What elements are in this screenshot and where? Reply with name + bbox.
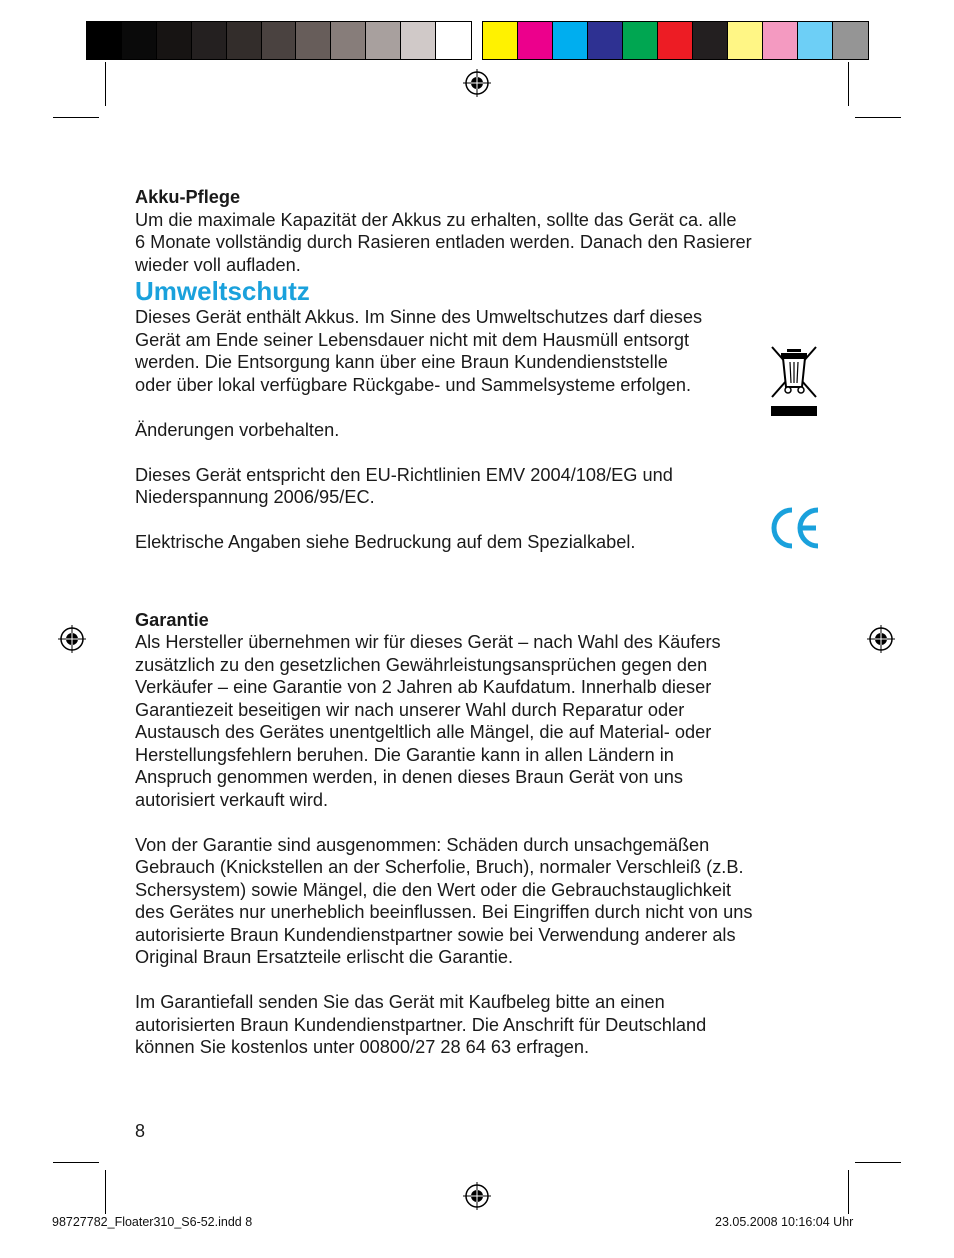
electric-note: Elektrische Angaben siehe Bedruckung auf dem Spezialkabel. <box>135 532 636 552</box>
garantie-heading: Garantie <box>135 609 209 630</box>
color-swatch <box>588 22 623 59</box>
garantie-line: Garantiezeit beseitigen wir nach unserer Wahl durch Reparatur oder <box>135 699 685 720</box>
crop-mark <box>848 1170 849 1214</box>
crop-mark <box>855 117 901 118</box>
garantie-line: Austausch des Gerätes unentgeltlich alle Mängel, die auf Material- oder <box>135 722 712 742</box>
crop-mark <box>53 117 99 118</box>
color-swatch <box>763 22 798 59</box>
color-swatch <box>366 22 401 59</box>
crop-mark <box>855 1162 901 1163</box>
color-swatch <box>87 22 122 59</box>
color-swatch <box>623 22 658 59</box>
process-color-bar <box>482 21 869 60</box>
page-content <box>135 186 825 1059</box>
color-swatch <box>192 22 227 59</box>
crop-mark <box>105 62 106 106</box>
umwelt-line: werden. Die Entsorgung kann über eine Braun Kundendienststelle <box>135 352 668 372</box>
umwelt-paragraph <box>135 306 767 396</box>
color-swatch <box>833 22 868 59</box>
eu-line: Niederspannung 2006/95/EC. <box>135 487 375 507</box>
garantie-line: autorisierten Braun Kundendienstpartner. Die Anschrift für Deutschland <box>135 1014 707 1035</box>
garantie-line: autorisiert verkauft wird. <box>135 789 329 810</box>
color-swatch <box>122 22 157 59</box>
color-swatch <box>401 22 436 59</box>
gray-scale-color-bar <box>86 21 472 60</box>
color-swatch <box>693 22 728 59</box>
color-swatch <box>157 22 192 59</box>
akku-line: wieder voll aufladen. <box>135 254 301 275</box>
registration-mark-icon <box>58 625 86 653</box>
garantie-line: Anspruch genommen werden, in denen dieses Braun Gerät von uns <box>135 767 683 787</box>
garantie-line: Als Hersteller übernehmen wir für dieses Gerät – nach Wahl des Käufers <box>135 632 721 652</box>
garantie-line: Verkäufer – eine Garantie von 2 Jahren ab Kaufdatum. Innerhalb dieser <box>135 677 712 697</box>
garantie-line: können Sie kostenlos unter 00800/27 28 64 63 erfragen. <box>135 1037 590 1057</box>
registration-mark-icon <box>867 625 895 653</box>
slug-file: 98727782_Floater310_S6-52.indd 8 <box>52 1215 253 1229</box>
garantie-line: Schersystem) sowie Mängel, die den Wert oder die Gebrauchstauglichkeit <box>135 879 732 900</box>
crop-mark <box>53 1162 99 1163</box>
akku-line: Um die maximale Kapazität der Akkus zu erhalten, sollte das Gerät ca. alle <box>135 209 737 230</box>
color-swatch <box>553 22 588 59</box>
garantie-line: zusätzlich zu den gesetzlichen Gewährleistungsansprüchen gegen den <box>135 654 708 675</box>
registration-mark-icon <box>463 69 491 97</box>
garantie-line: autorisierte Braun Kundendienstpartner sowie bei Verwendung anderer als <box>135 924 736 945</box>
color-swatch <box>262 22 297 59</box>
akku-heading: Akku-Pflege <box>135 187 241 207</box>
eu-paragraph <box>135 464 767 509</box>
garantie-paragraph-2 <box>135 834 825 969</box>
color-swatch <box>798 22 833 59</box>
color-swatch <box>658 22 693 59</box>
ce-mark-icon <box>770 505 822 551</box>
garantie-paragraph-1 <box>135 631 825 811</box>
umwelt-heading: Umweltschutz <box>135 276 310 306</box>
crop-mark <box>105 1170 106 1214</box>
crop-mark <box>848 62 849 106</box>
garantie-line: Herstellungsfehlern beruhen. Die Garantie kann in allen Ländern in <box>135 744 674 765</box>
color-swatch <box>483 22 518 59</box>
color-swatch <box>518 22 553 59</box>
garantie-line: Im Garantiefall senden Sie das Gerät mit Kaufbeleg bitte an einen <box>135 992 665 1012</box>
eu-line: Dieses Gerät entspricht den EU-Richtlinien EMV 2004/108/EG und <box>135 464 673 485</box>
akku-line: 6 Monate vollständig durch Rasieren entladen werden. Danach den Rasierer <box>135 232 752 252</box>
umwelt-line: Gerät am Ende seiner Lebensdauer nicht mit dem Hausmüll entsorgt <box>135 329 689 350</box>
crossed-out-wheelie-bin-icon <box>770 345 818 417</box>
garantie-paragraph-3 <box>135 991 825 1059</box>
color-swatch <box>227 22 262 59</box>
garantie-line: des Gerätes nur unerheblich beeinflussen. Bei Eingriffen durch nicht von uns <box>135 902 753 922</box>
color-swatch <box>296 22 331 59</box>
garantie-line: Original Braun Ersatzteile erlischt die Garantie. <box>135 947 514 967</box>
garantie-line: Gebrauch (Knickstellen an der Scherfolie, Bruch), normaler Verschleiß (z.B. <box>135 857 744 877</box>
color-swatch <box>728 22 763 59</box>
registration-mark-icon <box>463 1182 491 1210</box>
garantie-line: Von der Garantie sind ausgenommen: Schäden durch unsachgemäßen <box>135 834 710 855</box>
page-number: 8 <box>135 1121 146 1141</box>
color-swatch <box>331 22 366 59</box>
umwelt-line: Dieses Gerät enthält Akkus. Im Sinne des Umweltschutzes darf dieses <box>135 307 703 327</box>
changes-note: Änderungen vorbehalten. <box>135 419 340 440</box>
slug-timestamp: 23.05.2008 10:16:04 Uhr <box>715 1215 854 1229</box>
color-swatch <box>436 22 471 59</box>
umwelt-line: oder über lokal verfügbare Rückgabe- und Sammelsysteme erfolgen. <box>135 374 692 395</box>
